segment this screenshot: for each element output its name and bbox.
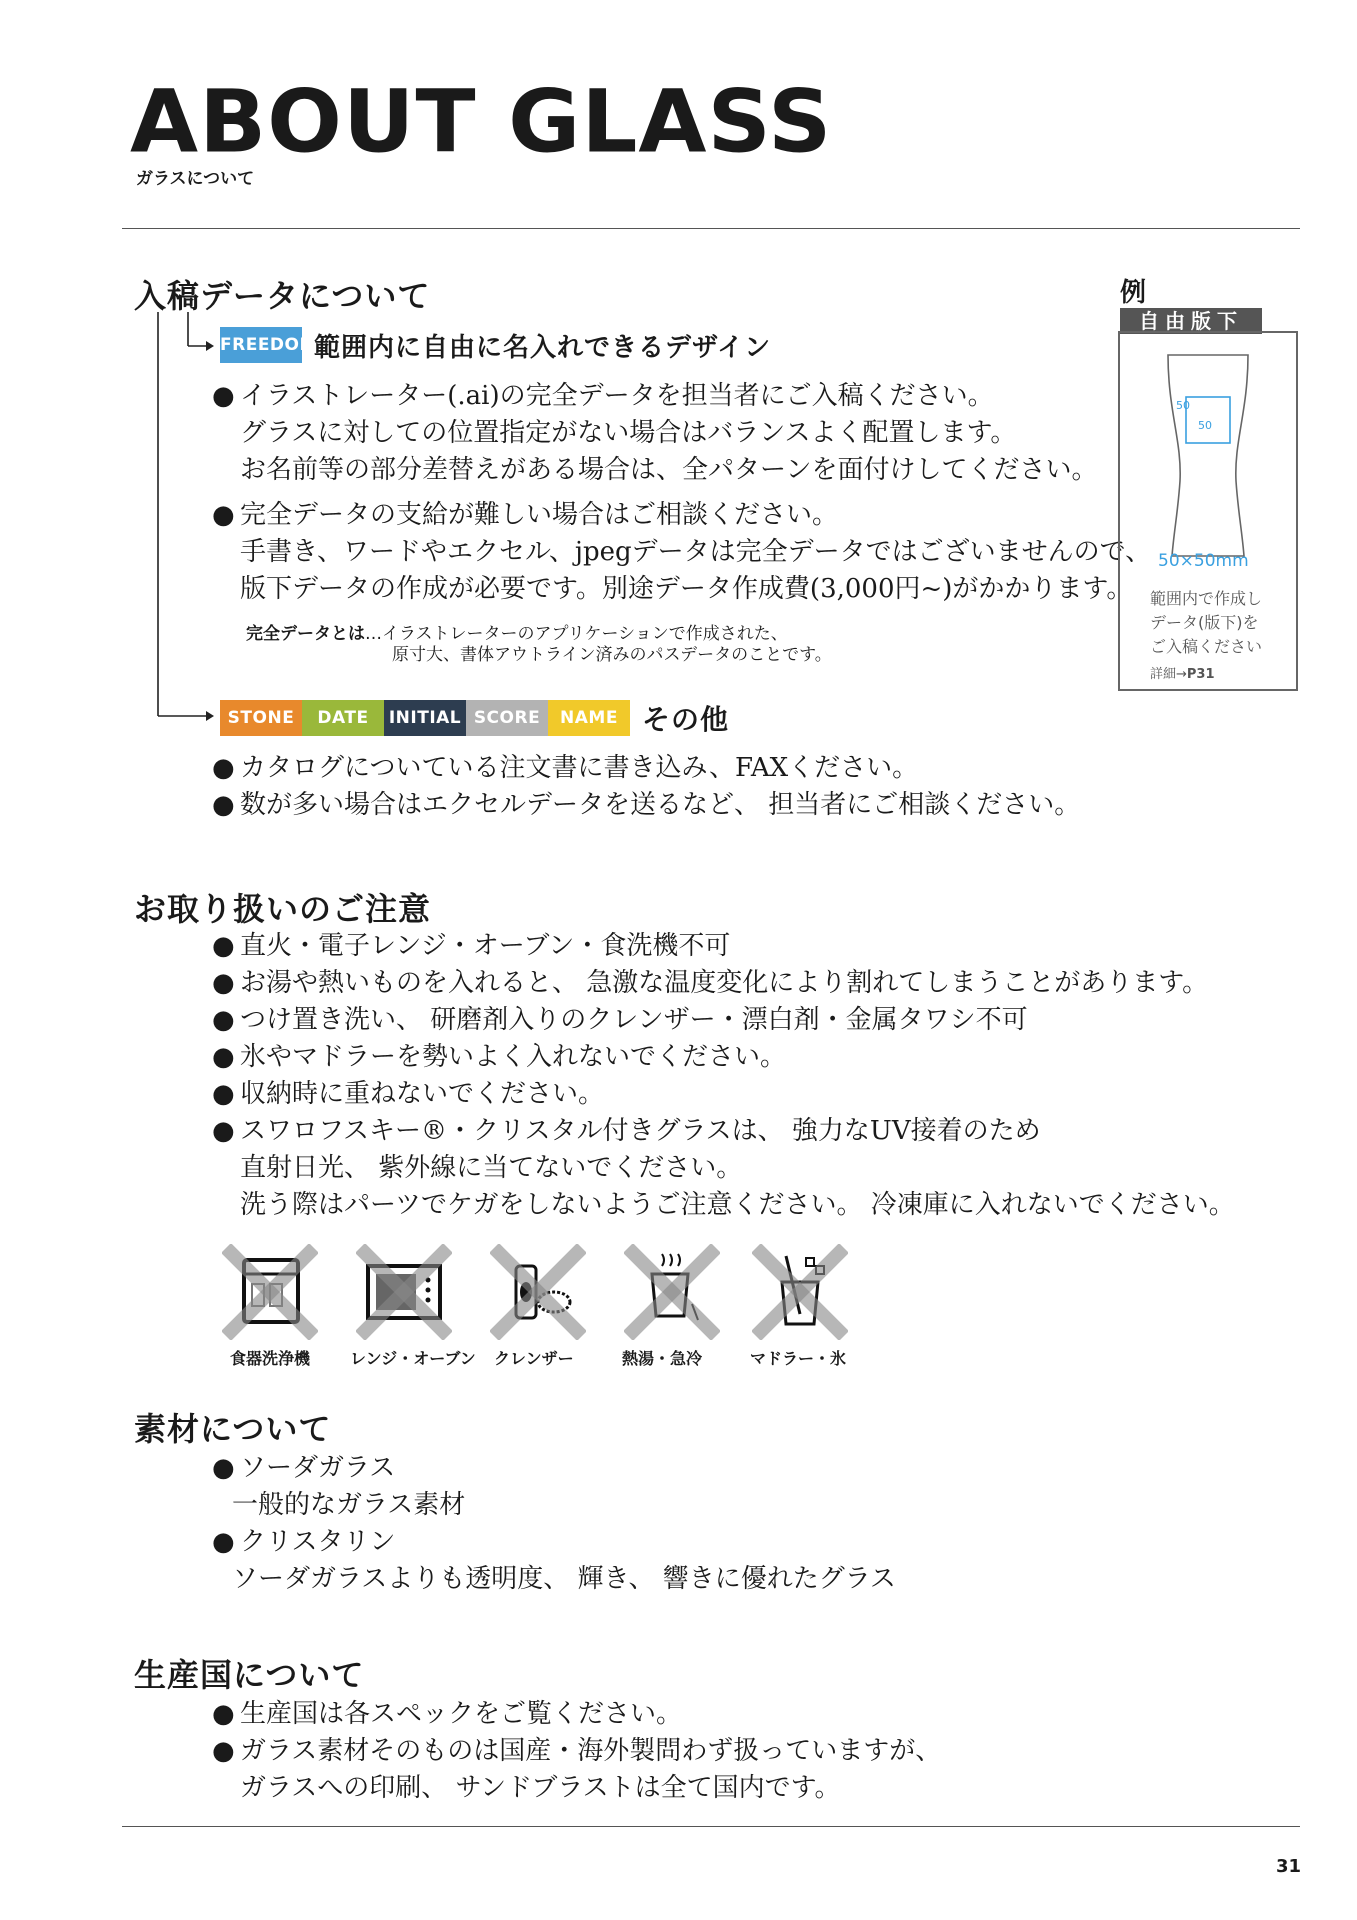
bullet-icon: ● — [212, 1042, 235, 1072]
material-desc: ソーダガラスよりも透明度、 輝き、 響きに優れたグラス — [232, 1564, 896, 1594]
tag-name: NAME — [548, 700, 630, 736]
page-title: ABOUT GLASS — [130, 71, 833, 172]
handling-item: ● 収納時に重ねないでください。 — [212, 1076, 1235, 1113]
page-subtitle: ガラスについて — [136, 169, 255, 189]
bullet-icon: ● — [212, 931, 235, 961]
section-heading-data: 入稿データについて — [134, 277, 431, 315]
example-box — [1118, 331, 1298, 691]
dishwasher-icon — [222, 1244, 318, 1340]
tag-score: SCORE — [466, 700, 548, 736]
microwave-icon — [356, 1244, 452, 1340]
icon-label-dishwasher: 食器洗浄機 — [230, 1349, 311, 1368]
section-heading-handling: お取り扱いのご注意 — [134, 890, 432, 928]
bullet-icon: ● — [212, 753, 235, 783]
section-heading-material: 素材について — [134, 1410, 332, 1448]
muddler-ice-icon — [752, 1244, 848, 1340]
bullet-icon: ● — [212, 968, 235, 998]
header-divider — [122, 228, 1300, 229]
icon-label-muddler-ice: マドラー・氷 — [750, 1349, 847, 1368]
bullet-icon: ● — [212, 1736, 235, 1766]
bullet-icon: ● — [212, 381, 235, 411]
bullet-icon: ● — [212, 1527, 235, 1557]
icon-label-hot-water: 熱湯・急冷 — [622, 1349, 703, 1368]
full-data-note: 完全データとは…イラストレーターのアプリケーションで作成された、 原寸大、書体アウトライン済みのパスデータのことです。 — [246, 624, 832, 665]
dim-height: 50 — [1198, 419, 1212, 432]
tag-date: DATE — [302, 700, 384, 736]
example-detail: 詳細→P31 — [1150, 667, 1215, 682]
bullet-icon: ● — [212, 500, 235, 530]
example-label: 例 — [1120, 278, 1148, 308]
bullet-icon: ● — [212, 1453, 235, 1483]
other-tags-row — [220, 699, 729, 737]
bullet-icon: ● — [212, 1116, 235, 1146]
section-heading-origin: 生産国について — [134, 1656, 365, 1694]
tag-initial: INITIAL — [384, 700, 466, 736]
freedom-row — [220, 326, 771, 364]
bullet-icon: ● — [212, 1005, 235, 1035]
example-desc: 範囲内で作成し データ(版下)を ご入稿ください — [1150, 589, 1263, 656]
handling-bullets: ● 直火・電子レンジ・オーブン・食洗機不可 ● お湯や熱いものを入れると、 急激な温度変化により割れてしまうことがあります。 ● つけ置き洗い、 研磨剤入りのクレンザー・漂白剤・金属タワシ不可 ● 氷やマドラーを勢いよく入れないでください。 ● 収納時に重ねないでください。 ● スワロフスキー®・クリスタル付きグラスは、 強力なUV接着のため 直射日光、 紫外線に当てないでください。 洗う際はパーツでケガをしないようご注意ください。 冷凍庫に入れないでください。 — [212, 928, 1235, 1224]
cleanser-icon — [490, 1244, 586, 1340]
material-title: ● クリスタリン — [212, 1524, 896, 1561]
icon-label-cleanser: クレンザー — [494, 1349, 574, 1368]
others-bullets: ● カタログについている注文書に書き込み、FAXください。 ● 数が多い場合はエクセルデータを送るなど、 担当者にご相談ください。 — [212, 750, 1080, 824]
handling-item: ● 氷やマドラーを勢いよく入れないでください。 — [212, 1039, 1235, 1076]
others-heading: その他 — [642, 703, 730, 736]
footer-divider — [122, 1826, 1300, 1827]
freedom-tag: FREEDOM — [220, 327, 302, 363]
handling-item: ● つけ置き洗い、 研磨剤入りのクレンザー・漂白剤・金属タワシ不可 — [212, 1002, 1235, 1039]
icon-label-microwave: レンジ・オーブン — [350, 1349, 476, 1368]
material-title: ● ソーダガラス — [212, 1450, 896, 1487]
bullet-icon: ● — [212, 790, 235, 820]
example-size: 50×50mm — [1158, 551, 1249, 571]
bullet-icon: ● — [212, 1699, 235, 1729]
material-list — [212, 1450, 896, 1598]
freedom-bullet-1: ● イラストレーター(.ai)の完全データを担当者にご入稿ください。 グラスに対しての位置指定がない場合はバランスよく配置します。 お名前等の部分差替えがある場合は、全パターンを面付けしてください。 — [212, 378, 1097, 489]
tree-connector — [150, 312, 214, 732]
page-number: 31 — [1276, 1856, 1302, 1877]
hot-water-icon — [624, 1244, 720, 1340]
handling-item: ● お湯や熱いものを入れると、 急激な温度変化により割れてしまうことがあります。 — [212, 965, 1235, 1002]
freedom-heading: 範囲内に自由に名入れできるデザイン — [314, 332, 772, 363]
material-desc: 一般的なガラス素材 — [232, 1490, 466, 1520]
handling-item: ● 直火・電子レンジ・オーブン・食洗機不可 — [212, 928, 1235, 965]
freedom-bullet-2: ● 完全データの支給が難しい場合はご相談ください。 手書き、ワードやエクセル、jpegデータは完全データではございませんので、 版下データの作成が必要です。別途データ作成費(3,000円~)がかかります。 — [212, 497, 1151, 608]
pint-glass-icon — [1164, 351, 1252, 561]
example-badge: 自由版下 — [1120, 308, 1262, 334]
origin-bullets: ● 生産国は各スペックをご覧ください。 ● ガラス素材そのものは国産・海外製問わず扱っていますが、 ガラスへの印刷、 サンドブラストは全て国内です。 — [212, 1696, 941, 1807]
dim-width: 50 — [1176, 399, 1190, 412]
handling-item: ● スワロフスキー®・クリスタル付きグラスは、 強力なUV接着のため — [212, 1113, 1235, 1150]
bullet-icon: ● — [212, 1079, 235, 1109]
tag-stone: STONE — [220, 700, 302, 736]
